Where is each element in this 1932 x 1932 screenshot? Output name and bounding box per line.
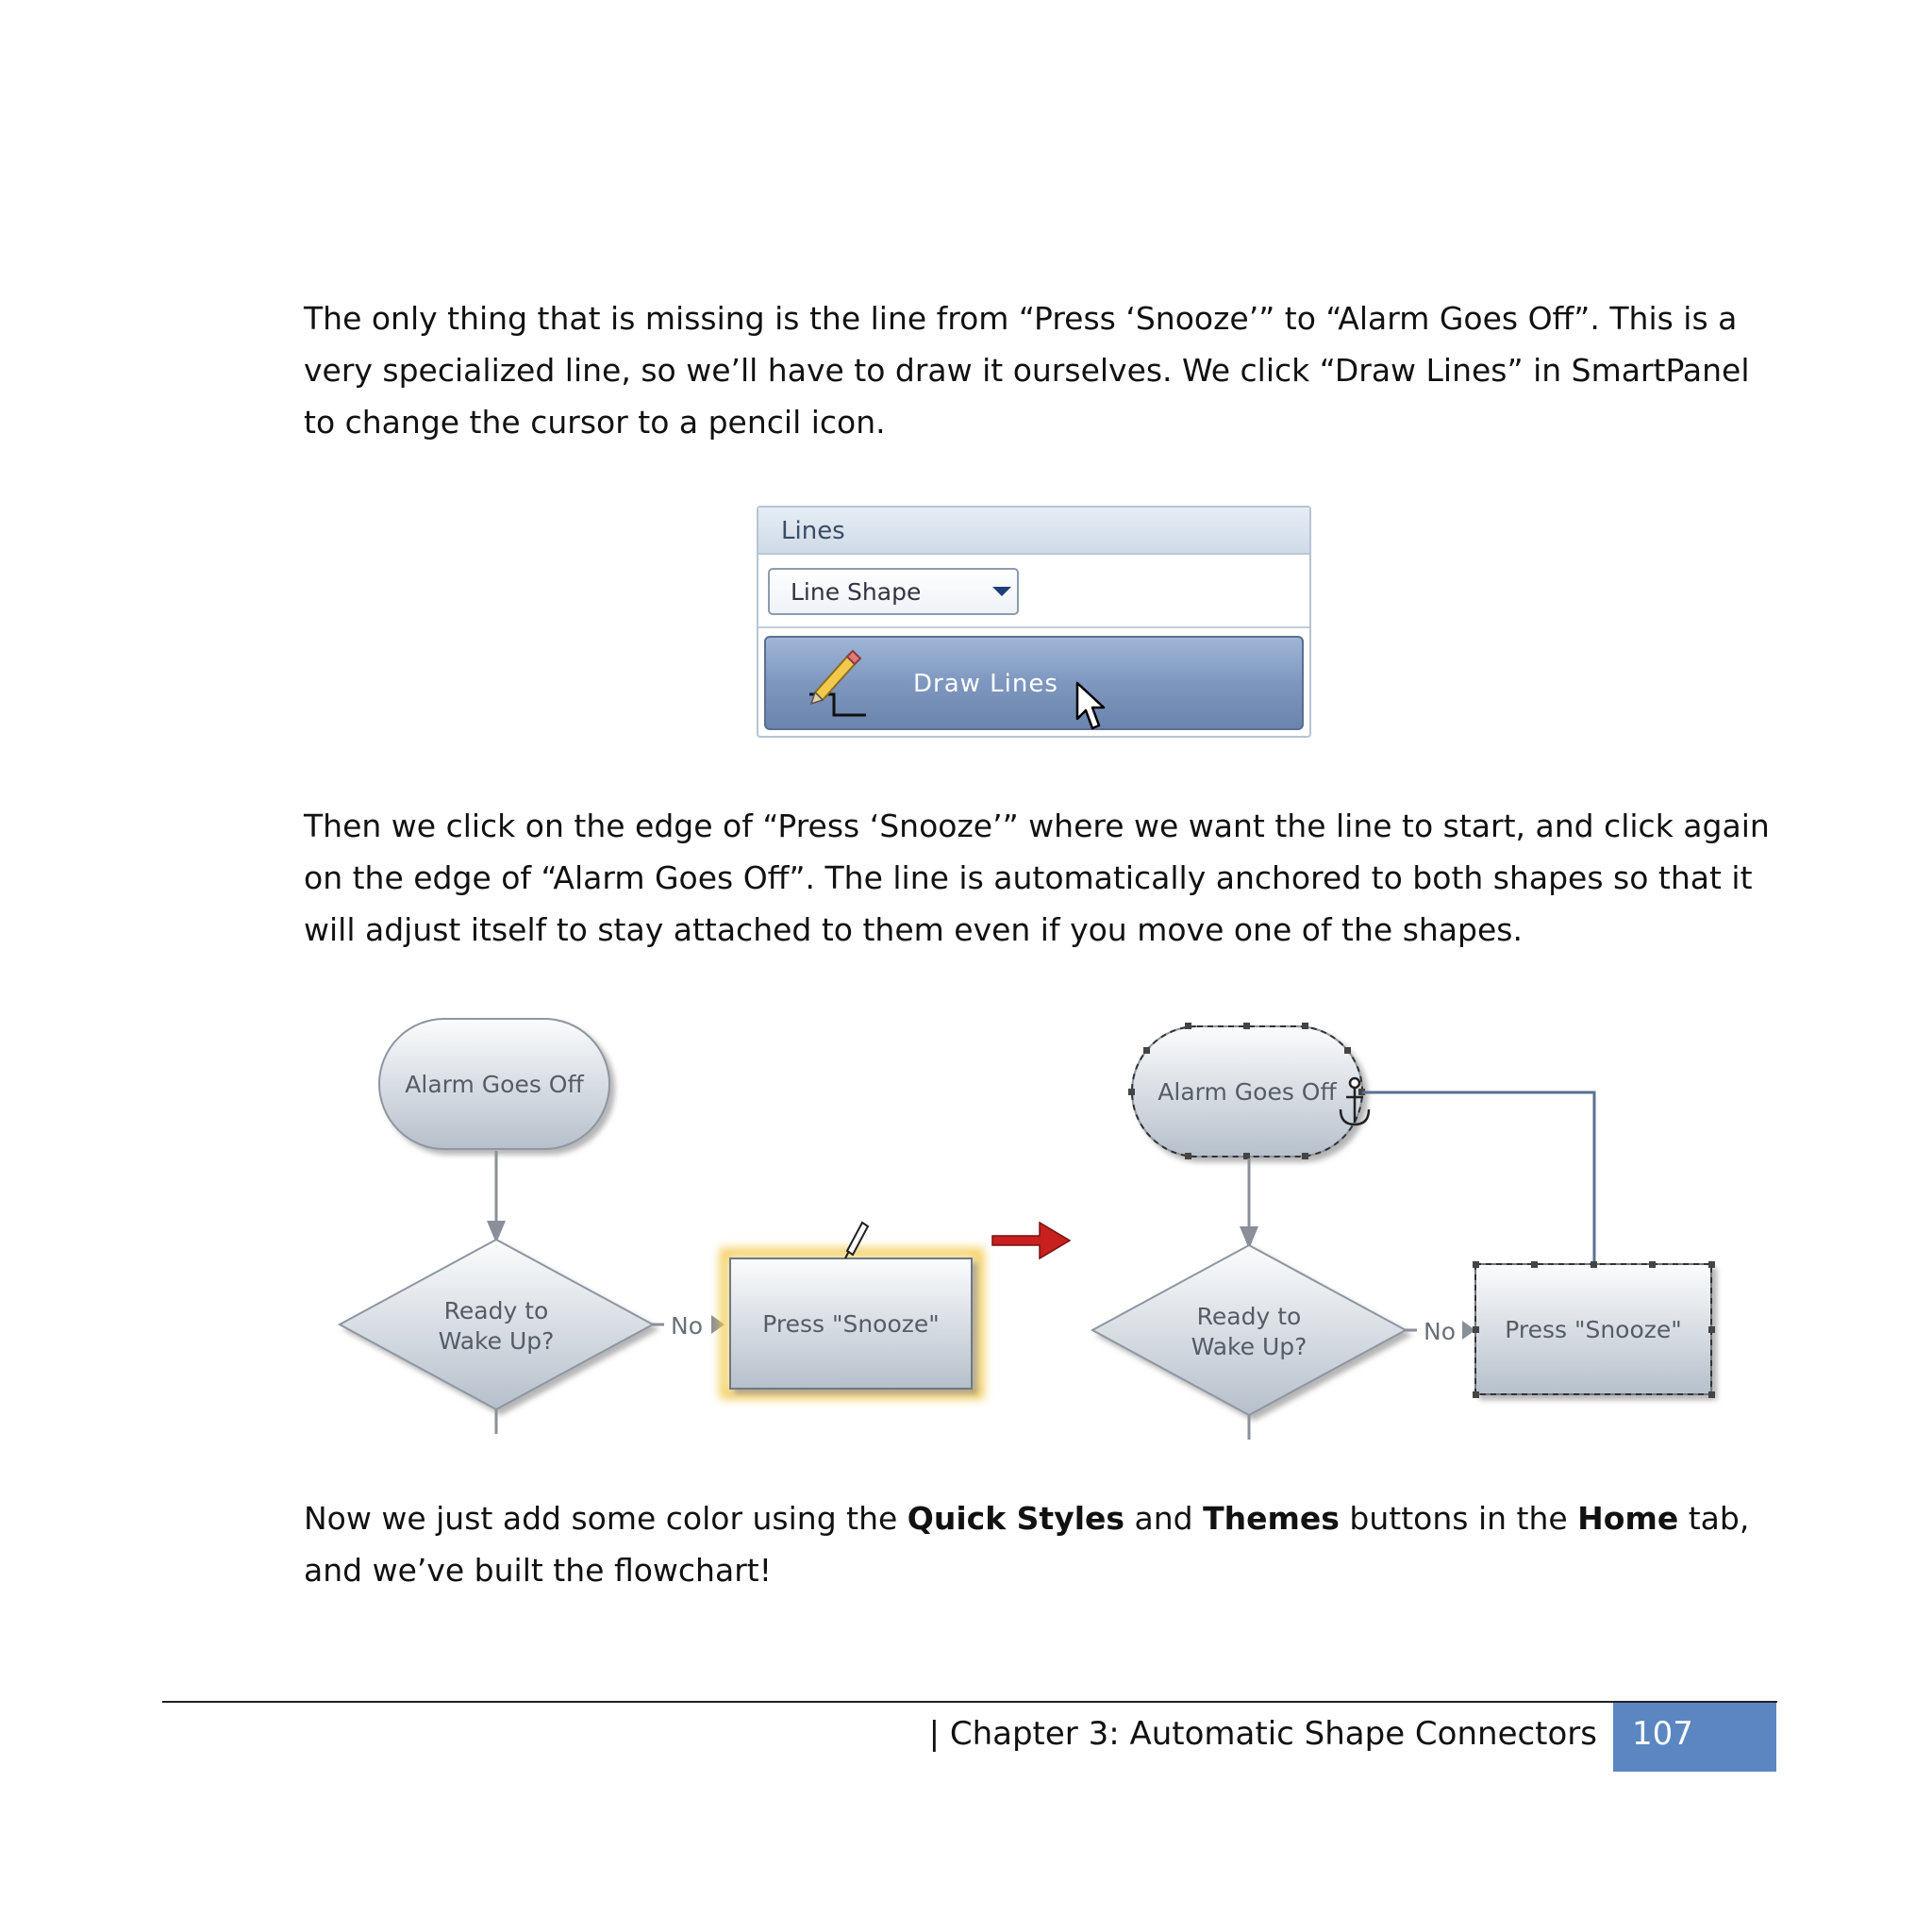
red-arrow-icon: [991, 1217, 1075, 1264]
decision-label-line-1: Ready to: [443, 1297, 549, 1324]
flowchart-after: [1075, 1009, 1774, 1443]
no-label: No: [671, 1312, 703, 1340]
line-shape-dropdown[interactable]: [768, 568, 1019, 615]
conclusion-text-4: tab, and we’ve built the flowchart!: [304, 1500, 1750, 1589]
action-label: Press "Snooze": [762, 1310, 940, 1338]
themes-term: Themes: [1203, 1500, 1340, 1537]
conclusion-text-2: and: [1124, 1500, 1204, 1537]
conclusion-text-1: Now we just add some color using the: [304, 1500, 908, 1537]
draw-lines-label: Draw Lines: [913, 670, 1058, 698]
paragraph-explanation: Then we click on the edge of “Press ‘Snooze’” where we want the line to start, and click again on the edge of “Alarm Goes Off”. The line is automatically anchored to both shapes so that it will adjust itself to stay attached to them even if you move one of the shapes.: [304, 808, 1770, 948]
home-term: Home: [1577, 1500, 1679, 1537]
decision-label-line-2: Wake Up?: [1191, 1333, 1307, 1360]
conclusion-text-3: buttons in the: [1339, 1500, 1578, 1537]
snooze-loop-connector: [1362, 1092, 1594, 1262]
no-label: No: [1424, 1318, 1456, 1345]
smartpanel-lines-section: [757, 506, 1311, 738]
panel-header-lines: Lines: [758, 508, 1309, 555]
decision-diamond: [340, 1240, 653, 1409]
page-number: 107: [1632, 1715, 1693, 1753]
decision-label-line-1: Ready to: [1196, 1303, 1302, 1330]
action-label: Press "Snooze": [1505, 1316, 1682, 1343]
draw-lines-button[interactable]: [764, 636, 1304, 730]
quick-styles-term: Quick Styles: [907, 1500, 1125, 1537]
decision-diamond: [1092, 1245, 1406, 1415]
paragraph-intro: The only thing that is missing is the line from “Press ‘Snooze’” to “Alarm Goes Off”. This is a very specialized line, so we’ll have to draw it ourselves. We click “Draw Lines” in SmartPanel to change the cursor to a pencil icon.: [304, 300, 1750, 441]
chevron-down-icon: [992, 587, 1011, 596]
decision-label-line-2: Wake Up?: [438, 1327, 555, 1355]
flowchart-before: [321, 1009, 1000, 1443]
start-label: Alarm Goes Off: [1158, 1078, 1337, 1106]
start-label: Alarm Goes Off: [405, 1071, 584, 1098]
dropdown-label: Line Shape: [791, 578, 922, 606]
footer-rule: [162, 1701, 1777, 1703]
mouse-cursor-icon: [1075, 681, 1109, 732]
pencil-line-icon: [804, 647, 879, 723]
panel-divider: [758, 626, 1309, 628]
paragraph-conclusion: [304, 1492, 1775, 1596]
page-number-badge: [1613, 1703, 1776, 1772]
footer-chapter-title: | Chapter 3: Automatic Shape Connectors: [928, 1715, 1597, 1753]
